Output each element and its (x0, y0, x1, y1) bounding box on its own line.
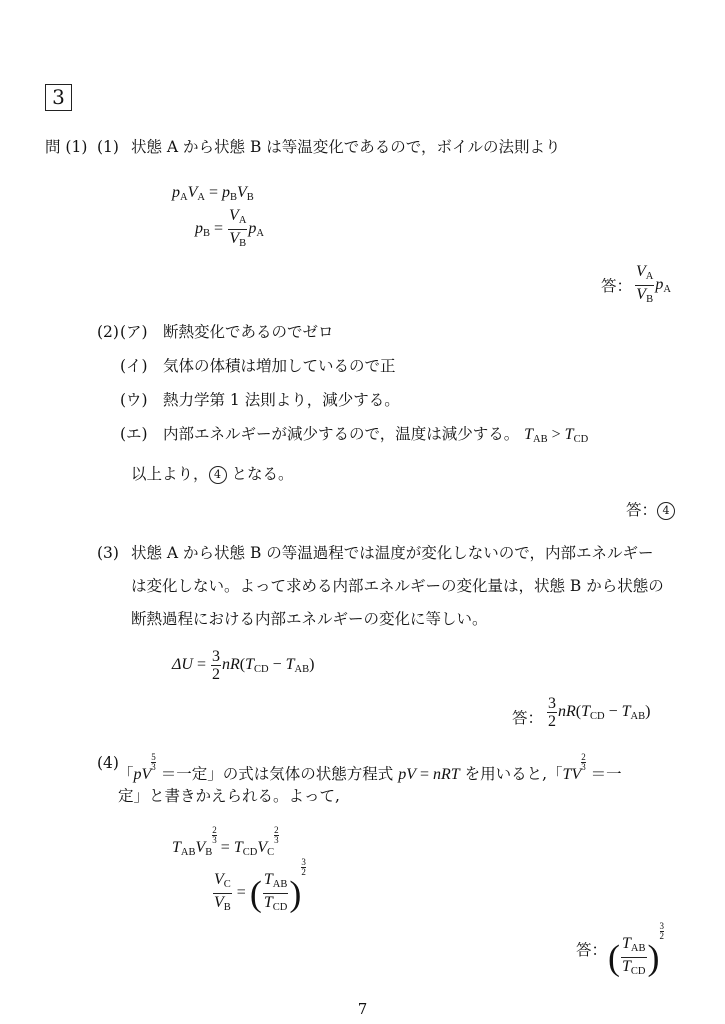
q4-line-2: 定」と書きかえられる。よって, (118, 787, 340, 805)
q2-label: (2) (97, 323, 119, 341)
q1-answer-formula: $\frac{V_A}{V_B}$ $p_A$ (636, 263, 671, 305)
q2-item-e-label: (エ) (120, 425, 148, 443)
q2-answer-circle: 4 (657, 502, 675, 520)
q3-line-1: 状態 A から状態 B の等温過程では温度が変化しないので，内部エネルギー (131, 544, 654, 562)
q2-item-u-label: (ウ) (120, 391, 148, 409)
q4-equation-2: $\frac{V_C}{V_B}$ = ( $\frac{T_{AB}}{T_{CD}}$ ) $\frac{3}{2}$ (214, 857, 306, 914)
q2-item-e-row (163, 424, 588, 450)
q3-answer-formula: $\frac{3}{2}$ $nR(T_{CD} - T_{AB})$ (548, 695, 651, 730)
q1-answer-label: 答： (601, 277, 633, 295)
q1-equation-boyle: $p_AV_A = p_BV_B$ (172, 184, 254, 203)
q2-item-i-label: (イ) (120, 357, 148, 375)
q2-choice-circle: 4 (209, 466, 227, 484)
q3-answer-label: 答： (512, 709, 544, 727)
q4-label: (4) (97, 754, 119, 772)
q1-intro: 状態 A から状態 B は等温変化であるので，ボイルの法則より (131, 138, 561, 156)
q2-item-u-text: 熱力学第 1 法則より，減少する。 (163, 391, 400, 409)
q2-answer (626, 500, 675, 520)
q3-equation: ΔU = $\frac{3}{2}$ $nR(T_{CD} - T_{AB})$ (172, 648, 315, 683)
q3-line-2: は変化しない。よって求める内部エネルギーの変化量は，状態 B から状態の (131, 577, 664, 595)
problem-number: 3 (52, 85, 65, 109)
q2-item-a-label: (ア) (120, 323, 148, 341)
q4-line-1: 「pV $\frac{5}{3}$ ＝一定」の式は気体の状態方程式 pV = nRT を用いると,「TV $\frac{2}{3}$ ＝一 (118, 752, 622, 783)
q3-line-3: 断熱過程における内部エネルギーの変化に等しい。 (131, 610, 488, 628)
q2-summary: 以上より， 4 となる。 (131, 465, 294, 483)
problem-number-box (45, 84, 72, 111)
q1-equation-pb: $p_B$ = $\frac{V_A}{V_B}$ $p_A$ (195, 207, 265, 249)
q4-adiabatic-formula: pV $\frac{5}{3}$ (133, 752, 156, 783)
q2-item-a-text: 断熱変化であるのでゼロ (163, 323, 334, 341)
q2-answer-label: 答： (626, 501, 658, 519)
q2-item-e-text: 内部エネルギーが減少するので，温度は減少する。 (163, 425, 520, 443)
q3-label: (3) (97, 544, 119, 562)
q4-tv-formula: TV $\frac{2}{3}$ (562, 752, 586, 783)
page-number: 7 (357, 1000, 368, 1018)
q2-item-i-text: 気体の体積は増加しているので正 (163, 357, 396, 375)
q4-answer-formula: ( $\frac{T_{AB}}{T_{CD}}$ ) $\frac{3}{2}$ (608, 921, 664, 978)
q1-label: (1) (97, 138, 119, 156)
q4-state-equation: pV = nRT (398, 766, 460, 783)
q4-answer-label: 答： (576, 941, 608, 959)
q4-equation-1: $T_{AB}V_B$ $\frac{2}{3}$ = $T_{CD}V_C$ $\frac{2}{3}$ (172, 825, 279, 858)
question-label: 問 (1) (45, 138, 88, 156)
q2-temperature-inequality: $T_{AB} > T_{CD}$ (524, 426, 589, 445)
